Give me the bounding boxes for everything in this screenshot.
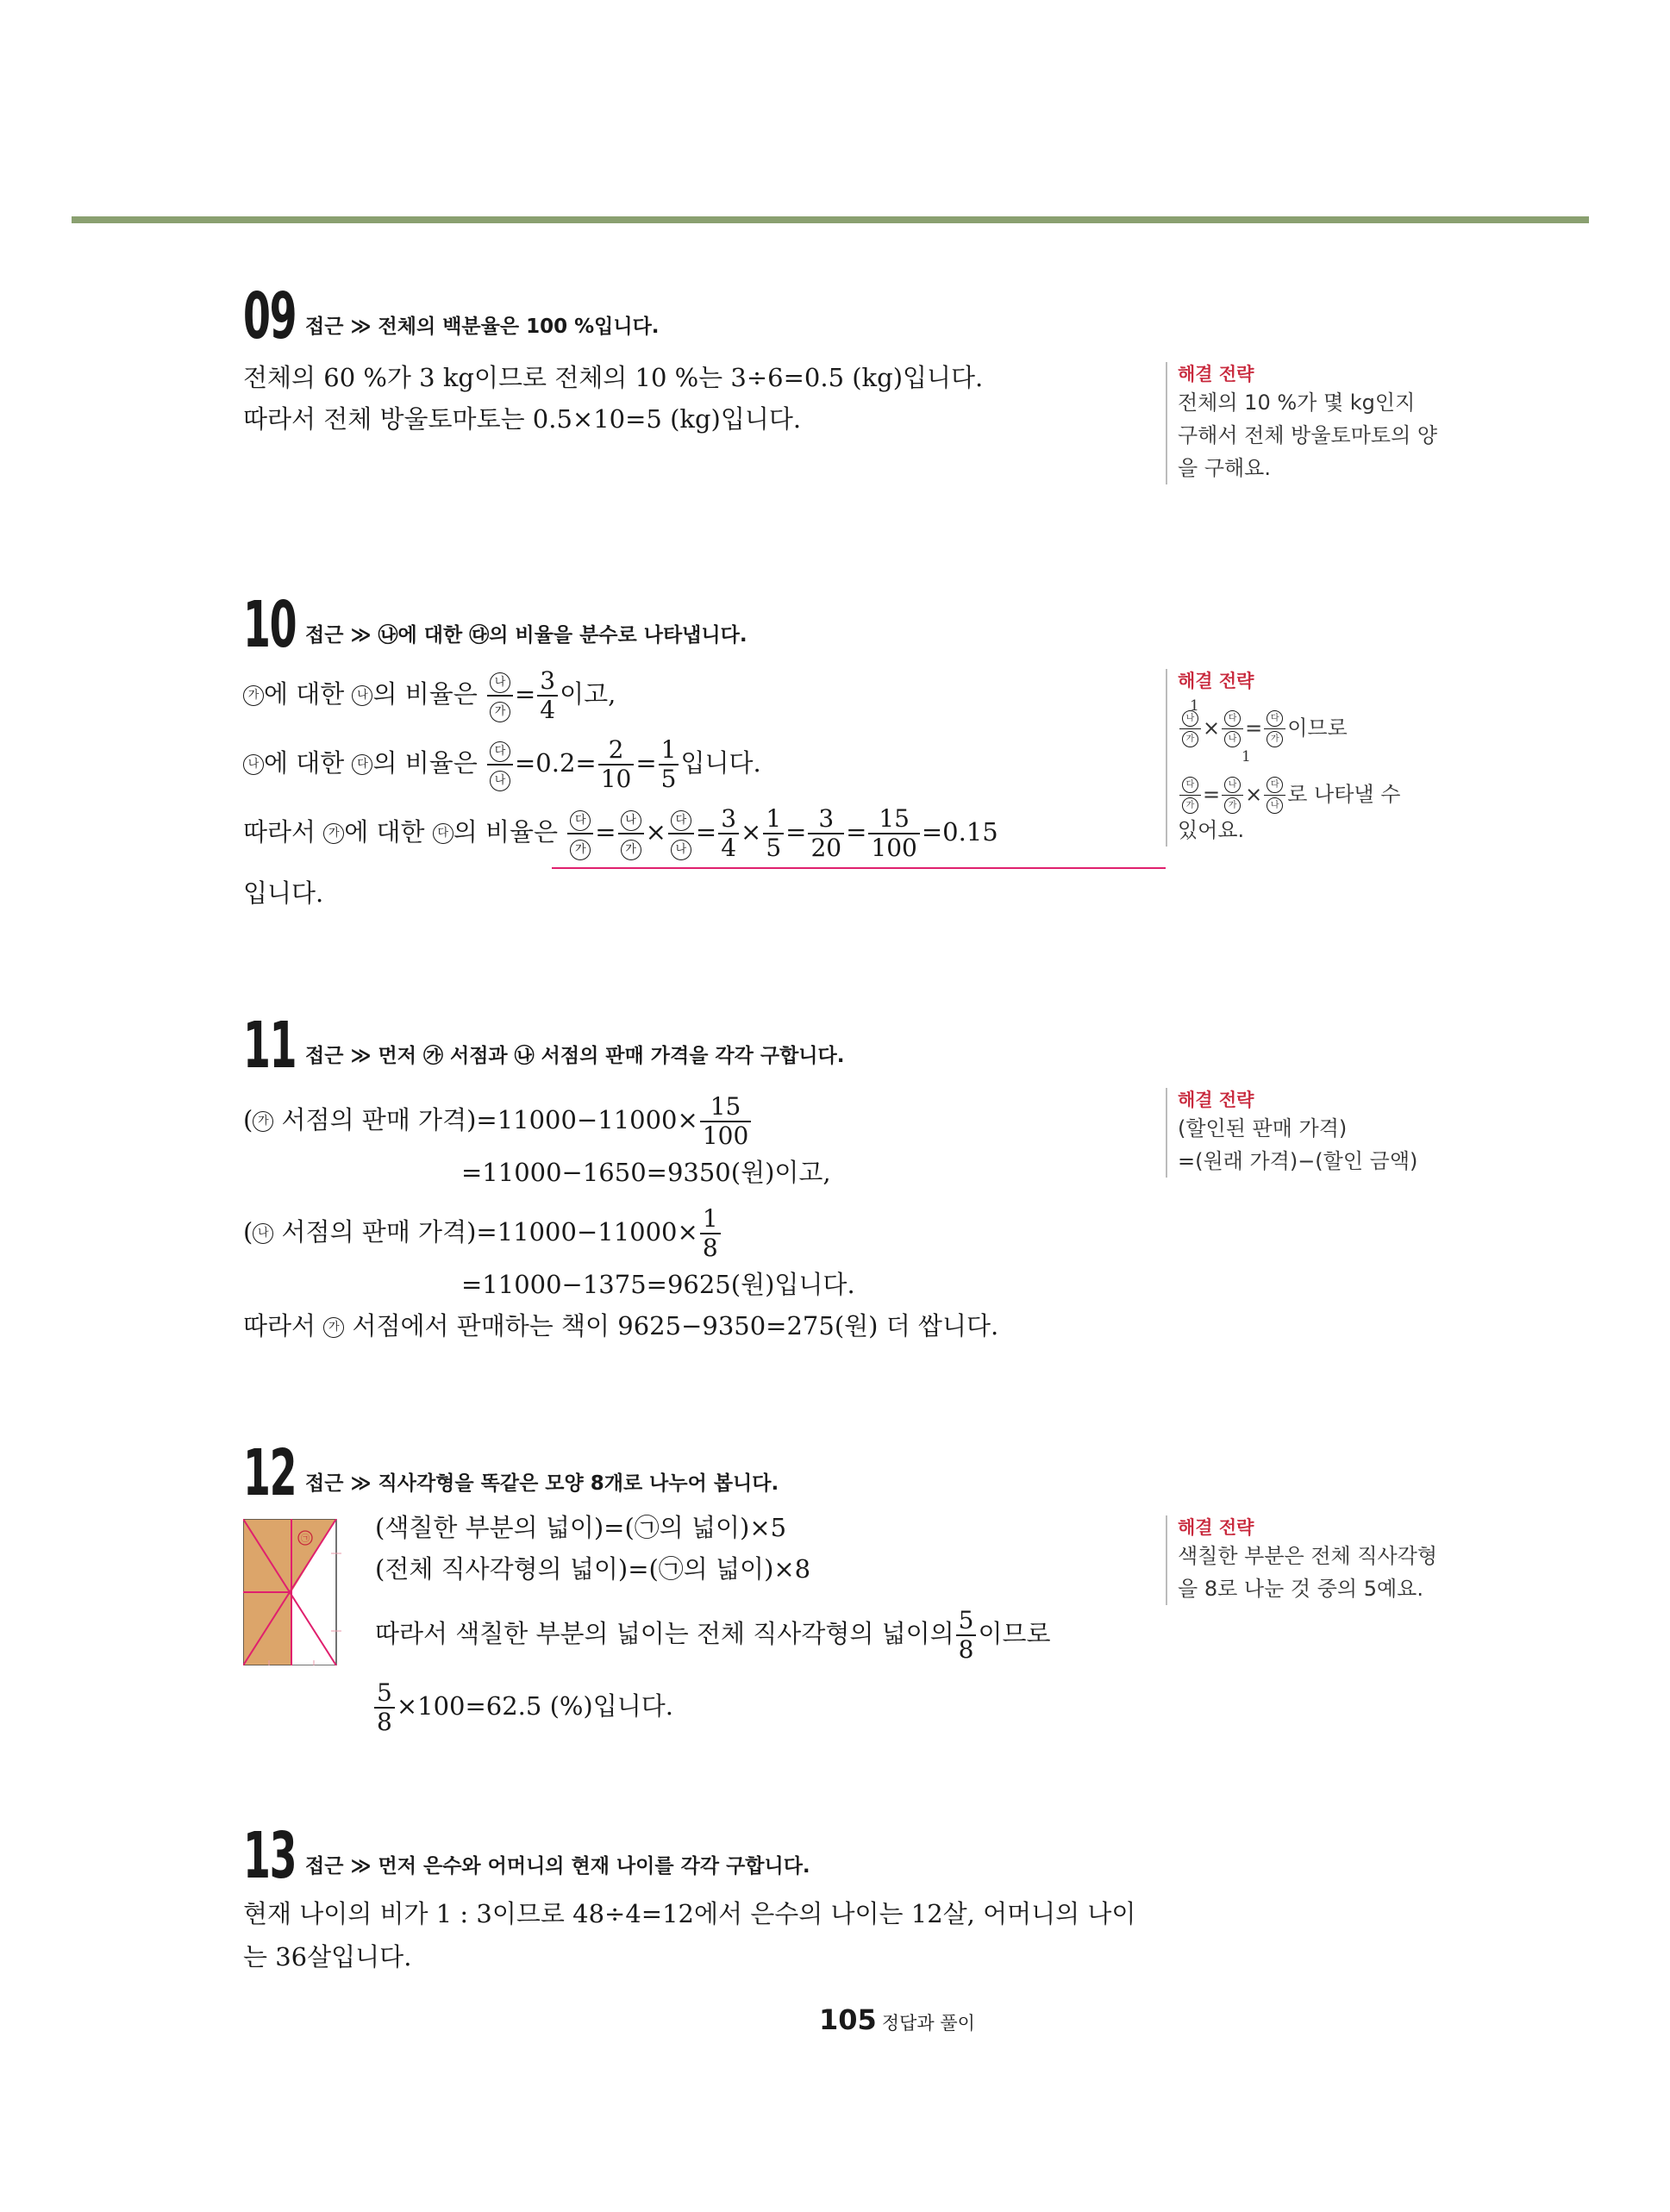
figure-label: ㉠ <box>301 1534 310 1544</box>
fraction: $\frac{3}{20}$ <box>808 807 844 860</box>
page-footer <box>819 2003 975 2036</box>
fraction: $\frac{1}{5}$ <box>659 738 679 791</box>
approach-label: 접근 ≫ <box>305 624 372 647</box>
p13-line-1: 현재 나이의 비가 1 : 3이므로 48÷4=12에서 은수의 나이는 12살, 어머니의 나이 <box>243 1899 1136 1928</box>
p11-line-3: ( 나 서점의 판매 가격)=11000−11000× $\frac{1}{8}$ <box>243 1207 722 1260</box>
fraction: $\frac{\text{나}}{\text{가}}$ <box>618 807 644 860</box>
p10-line-1: 가 에 대한 나 의 비율은 $\frac{\text{나}}{\text{가}}$ = $\frac{3}{4}$ 이고, <box>243 669 616 722</box>
p12-line-1: (색칠한 부분의 넓이)=(㉠의 넓이)×5 <box>375 1513 787 1542</box>
p11-hint <box>1166 1088 1417 1178</box>
fraction: $\frac{2}{10}$ <box>598 738 635 791</box>
p11-line-5: 따라서 가 서점에서 판매하는 책이 9625−9350=275(원) 더 쌉니다. <box>243 1311 999 1340</box>
p09-line-2: 따라서 전체 방울토마토는 0.5×10=5 (kg)입니다. <box>243 404 802 434</box>
fraction: $\frac{5}{8}$ <box>956 1609 977 1662</box>
problem-number: 09 <box>243 279 297 353</box>
problem-title <box>305 619 747 647</box>
problem-number: 10 <box>243 588 297 662</box>
problem-title <box>305 1467 779 1496</box>
p10-line-3: 따라서 가 에 대한 다 의 비율은 $\frac{\text{다}}{\text{가}}$ = $\frac{\text{나}}{\text{가}}$ × $\frac{\text{다}}{\text{나}}$ = $\frac{3}{4}$ × $\frac{1}{5}$ = $\frac{3}{20}$ = $\frac{15}{100}$ =0.15 <box>243 804 998 862</box>
approach-text: 전체의 백분율은 100 %입니다. <box>378 316 660 338</box>
circled-na: 나 <box>243 754 264 775</box>
fraction: $\frac{\text{다}}{\text{나}}$ <box>487 738 513 791</box>
approach-label: 접근 ≫ <box>305 1855 372 1878</box>
hint-line: 을 구해요. <box>1178 456 1271 480</box>
p09-hint <box>1166 362 1437 484</box>
problem-number: 13 <box>243 1819 297 1893</box>
divided-rectangle-figure <box>243 1519 342 1665</box>
problem-number: 11 <box>243 1009 297 1083</box>
approach-text: 직사각형을 똑같은 모양 8개로 나누어 봅니다. <box>378 1472 779 1495</box>
p12-line-4: $\frac{5}{8}$ ×100=62.5 (%)입니다. <box>372 1681 673 1734</box>
fraction: $\frac{\text{다}}{\text{나}}$ <box>668 807 694 860</box>
hint-line: 전체의 10 %가 몇 kg인지 <box>1178 391 1416 415</box>
hint-line: 있어요. <box>1178 818 1245 842</box>
p10-line-4: 입니다. <box>243 878 324 908</box>
p13-line-2: 는 36살입니다. <box>243 1942 412 1971</box>
circled-ga: 가 <box>253 1111 273 1132</box>
fraction: $\frac{\text{다}}{\text{가}}$ <box>567 807 593 860</box>
fraction: $\frac{\text{나}}{\text{가}}$ <box>487 669 513 722</box>
fraction: $\frac{3}{4}$ <box>537 669 558 722</box>
fraction: $\frac{5}{8}$ <box>374 1681 395 1734</box>
hint-title: 해결 전략 <box>1178 364 1254 384</box>
p11-line-1: ( 가 서점의 판매 가격)=11000−11000× $\frac{15}{100}$ <box>243 1095 753 1148</box>
p10-hint: 해결 전략 1 $\frac{\text{나}}{\text{가}}$ × $\frac{\text{다}}{\text{나}}$ = $\frac{\text{다}}{\text{가}}$ 이므로 1 $\frac{\text{다}}{\text{가}}$ = $\frac{\text{나}}{\text{가}}$ × $\frac{\text{다}}{\text{나}}$ 로 나타낼 수 있어요. <box>1166 669 1400 847</box>
fraction: $\frac{15}{100}$ <box>868 807 919 860</box>
problem-title <box>305 1850 810 1878</box>
fraction: $\frac{3}{4}$ <box>718 807 739 860</box>
problem-number: 12 <box>243 1436 297 1510</box>
problem-title <box>305 310 660 339</box>
circled-ga: 가 <box>323 1317 344 1338</box>
hint-title: 해결 전략 <box>1178 1090 1254 1110</box>
approach-label: 접근 ≫ <box>305 1472 372 1495</box>
approach-text: ㉯에 대한 ㉰의 비율을 분수로 나타냅니다. <box>378 624 747 647</box>
p11-line-4: =11000−1375=9625(원)입니다. <box>461 1270 855 1299</box>
circled-da: 다 <box>433 823 453 844</box>
top-rule <box>72 216 1589 223</box>
hint-pointer-line <box>552 867 1166 869</box>
circled-na: 나 <box>352 685 372 706</box>
approach-label: 접근 ≫ <box>305 316 372 338</box>
p11-line-2: =11000−1650=9350(원)이고, <box>461 1158 831 1187</box>
p12-line-2: (전체 직사각형의 넓이)=(㉠의 넓이)×8 <box>375 1554 811 1584</box>
hint-line: 을 8로 나눈 것 중의 5예요. <box>1178 1577 1423 1601</box>
page-number: 105 <box>819 2003 877 2036</box>
fraction: $\frac{15}{100}$ <box>700 1095 751 1148</box>
p09-line-1: 전체의 60 %가 3 kg이므로 전체의 10 %는 3÷6=0.5 (kg)입니다. <box>243 363 984 392</box>
p12-line-3: 따라서 색칠한 부분의 넓이는 전체 직사각형의 넓이의 $\frac{5}{8}$ 이므로 <box>375 1606 1051 1664</box>
p12-hint <box>1166 1515 1437 1605</box>
problem-title <box>305 1040 844 1068</box>
approach-text: 먼저 은수와 어머니의 현재 나이를 각각 구합니다. <box>378 1855 810 1878</box>
approach-text: 먼저 ㉮ 서점과 ㉯ 서점의 판매 가격을 각각 구합니다. <box>378 1045 845 1067</box>
circled-da: 다 <box>352 754 372 775</box>
hint-line: $\frac{\text{나}}{\text{가}}$ × $\frac{\text{다}}{\text{나}}$ = $\frac{\text{다}}{\text{가}}$ 이므로 <box>1178 710 1400 747</box>
footer-label: 정답과 풀이 <box>881 2013 975 2034</box>
hint-line: =(원래 가격)−(할인 금액) <box>1178 1149 1418 1173</box>
fraction: $\frac{1}{8}$ <box>700 1207 721 1260</box>
hint-title: 해결 전략 <box>1178 1517 1254 1538</box>
fraction: $\frac{1}{5}$ <box>763 807 784 860</box>
hint-line: (할인된 판매 가격) <box>1178 1116 1348 1140</box>
approach-label: 접근 ≫ <box>305 1045 372 1067</box>
hint-line: 색칠한 부분은 전체 직사각형 <box>1178 1544 1438 1568</box>
hint-line: $\frac{\text{다}}{\text{가}}$ = $\frac{\text{나}}{\text{가}}$ × $\frac{\text{다}}{\text{나}}$ 로 나타낼 수 <box>1178 777 1400 814</box>
circled-na: 나 <box>253 1223 273 1244</box>
p10-line-2: 나 에 대한 다 의 비율은 $\frac{\text{다}}{\text{나}}$ =0.2= $\frac{2}{10}$ = $\frac{1}{5}$ 입니다. <box>243 738 761 791</box>
hint-title: 해결 전략 <box>1178 671 1254 691</box>
circled-ga: 가 <box>323 823 344 844</box>
hint-line: 구해서 전체 방울토마토의 양 <box>1178 423 1438 447</box>
circled-ga: 가 <box>243 685 264 706</box>
